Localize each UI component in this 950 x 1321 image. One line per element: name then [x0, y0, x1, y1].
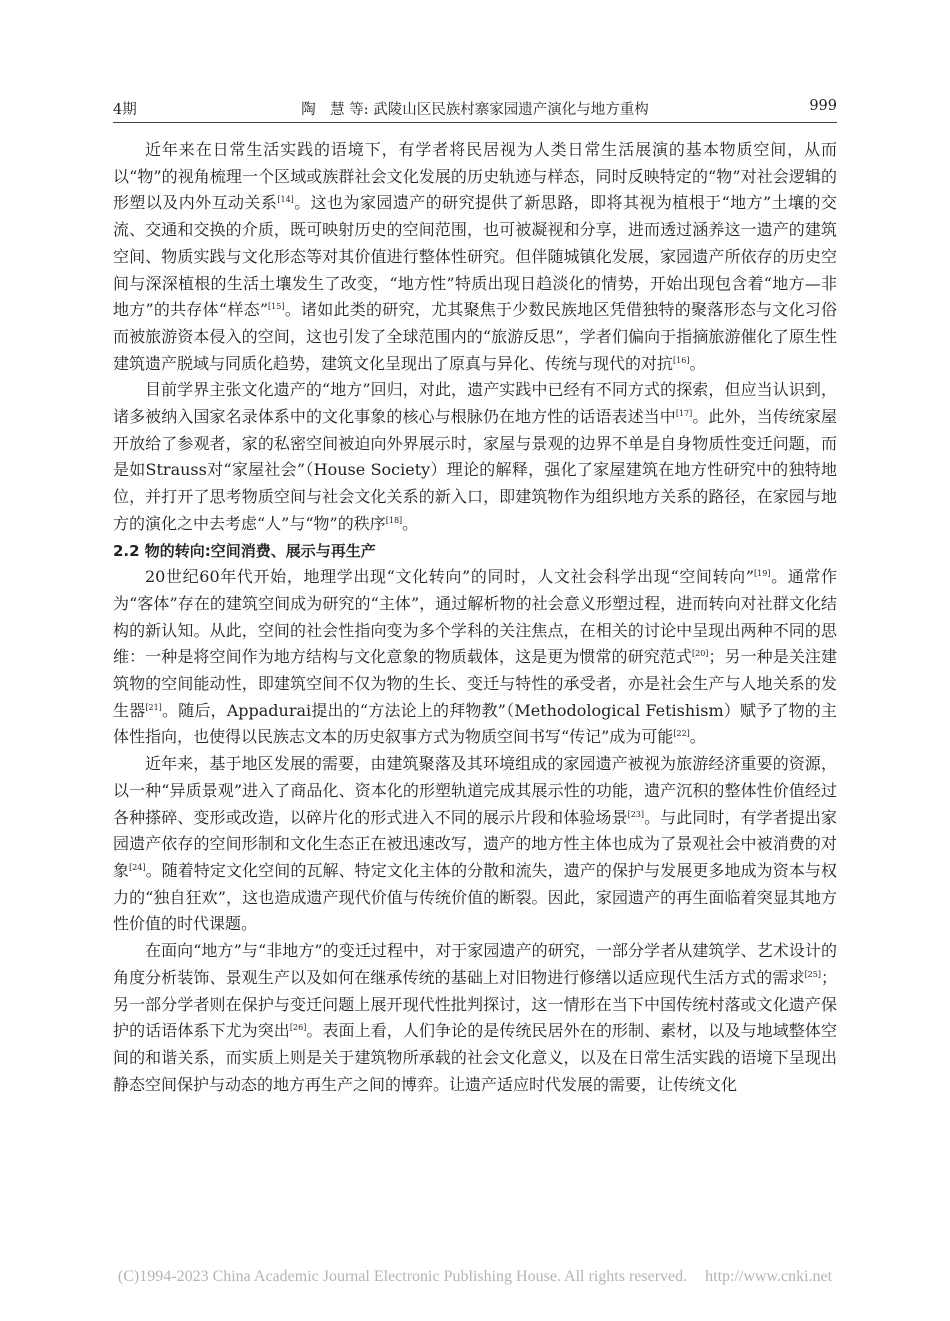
section-heading: 2.2 物的转向:空间消费、展示与再生产: [113, 541, 376, 560]
paragraph: [113, 377, 837, 537]
issue-number: 4期: [113, 102, 137, 118]
paragraph-text: 。: [402, 513, 419, 533]
citation-ref[interactable]: [15]: [268, 302, 285, 312]
header-rule: [113, 122, 837, 123]
citation-ref[interactable]: [17]: [675, 409, 693, 419]
footer-url[interactable]: http://www.cnki.net: [705, 1268, 833, 1285]
copyright-text: (C)1994-2023 China Academic Journal Electronic Publishing House. All rights reserved.: [117, 1268, 688, 1285]
citation-ref[interactable]: [22]: [673, 729, 690, 739]
paragraph-text: 。随后，Appadurai提出的“方法论上的拜物教”（Methodological Fetishism）赋予了物的主体性指向，也使得以民族志文本的历史叙事方式为物质空间书写“传记”成为可能: [113, 700, 837, 747]
citation-ref[interactable]: [23]: [627, 809, 645, 819]
paragraph: [113, 564, 837, 751]
citation-ref[interactable]: [14]: [277, 195, 294, 205]
citation-ref[interactable]: [16]: [673, 355, 690, 365]
citation-ref[interactable]: [21]: [145, 702, 162, 712]
paragraph-text: ；另一部分学者则在保护与变迁问题上展开现代性批判探讨，这一情形在当下中国传统村落或文化遗产保护的话语体系下尤为突出: [113, 967, 837, 1041]
paragraph-text: 目前学界主张文化遗产的“地方”回归，对此，遗产实践中已经有不同方式的探索，但应当认识到，诸多被纳入国家名录体系中的文化事象的核心与根脉仍在地方性的话语表述当中: [113, 380, 837, 427]
article-body: [113, 137, 837, 1098]
paragraph-text: 。与此同时，有学者提出家园遗产依存的空间形制和文化生态正在被迅速改写，遗产的地方性主体也成为了景观社会中被消费的对象: [113, 807, 837, 880]
paragraph-text: 。此外，当传统家屋开放给了参观者，家的私密空间被迫向外界展示时，家屋与景观的边界不单是自身物质性变迁问题，而是如Strauss对“家屋社会”（House Society）理论的解释，强化了家屋建筑在地方性研究中的独特地位，并打开了思考物质空间与社会文化关系的新入口，即建筑物作为组织地方关系的路径，在家园与地方的演化之中去考虑“人”与“物”的秩序: [113, 407, 837, 533]
paragraph-text: 。: [689, 727, 706, 747]
citation-ref[interactable]: [25]: [804, 969, 821, 979]
paragraph-text: 20世纪60年代开始，地理学出现“文化转向”的同时，人文社会科学出现“空间转向”: [145, 567, 755, 587]
citation-ref[interactable]: [19]: [754, 569, 771, 579]
running-title: 陶 慧 等: 武陵山区民族村寨家园遗产演化与地方重构: [301, 102, 649, 118]
citation-ref[interactable]: [26]: [289, 1023, 307, 1033]
paragraph: [113, 751, 837, 938]
page-number: 999: [809, 98, 837, 114]
running-header: [113, 98, 837, 122]
citation-ref[interactable]: [20]: [691, 649, 709, 659]
citation-ref[interactable]: [18]: [385, 515, 403, 525]
paragraph-text: 。这也为家园遗产的研究提供了新思路，即将其视为植根于“地方”土壤的交流、交通和交换的介质，既可映射历史的空间范围，也可被凝视和分享，进而透过涵养这一遗产的建筑空间、物质实践与文化形态等对其价值进行整体性研究。但伴随城镇化发展，家园遗产所依存的历史空间与深深植根的生活土壤发生了改变，“地方性”特质出现日趋淡化的情势，开始出现包含着“地方—非地方”的共存体“样态”: [113, 193, 837, 320]
paragraph-text: 。通常作为“客体”存在的建筑空间成为研究的“主体”，通过解析物的社会意义形塑过程，进而转向对社群文化结构的新认知。从此，空间的社会性指向变为多个学科的关注焦点，在相关的讨论中呈现出两种不同的思维：一种是将空间作为地方结构与文化意象的物质载体，这是更为惯常的研究范式: [113, 567, 837, 667]
paragraph-text: 近年来在日常生活实践的语境下，有学者将民居视为人类日常生活展演的基本物质空间，从而以“物”的视角梳理一个区域或族群社会文化发展的历史轨迹与样态，同时反映特定的“物”对社会逻辑的形塑以及内外互动关系: [113, 140, 837, 213]
paragraph-text: 在面向“地方”与“非地方”的变迁过程中，对于家园遗产的研究，一部分学者从建筑学、艺术设计的角度分析装饰、景观生产以及如何在继承传统的基础上对旧物进行修缮以适应现代生活方式的需求: [113, 941, 837, 987]
paragraph-text: 。诸如此类的研究，尤其聚焦于少数民族地区凭借独特的聚落形态与文化习俗而被旅游资本侵入的空间，这也引发了全球范围内的“旅游反思”，学者们偏向于指摘旅游催化了原生性建筑遗产脱域与同质化趋势，建筑文化呈现出了原真与异化、传统与现代的对抗: [113, 300, 837, 373]
citation-ref[interactable]: [24]: [129, 862, 146, 872]
copyright-footer: [0, 1268, 950, 1286]
paragraph: [113, 938, 837, 1098]
paragraph-text: 。: [689, 353, 706, 373]
paragraph-text: 近年来，基于地区发展的需要，由建筑聚落及其环境组成的家园遗产被视为旅游经济重要的资源，以一种“异质景观”进入了商品化、资本化的形塑轨道完成其展示性的功能，遗产沉积的整体性价值经过各种搽碎、变形或改造，以碎片化的形式进入不同的展示片段和体验场景: [113, 754, 837, 827]
paragraph-text: 。随着特定文化空间的瓦解、特定文化主体的分散和流失，遗产的保护与发展更多地成为资本与权力的“独自狂欢”，这也造成遗产现代价值与传统价值的断裂。因此，家园遗产的再生面临着突显其地方性价值的时代课题。: [113, 860, 837, 934]
paragraph-text: ；另一种是关注建筑物的空间能动性，即建筑空间不仅为物的生长、变迁与特性的承受者，亦是社会生产与人地关系的发生器: [113, 647, 837, 720]
paragraph-text: 。表面上看，人们争论的是传统民居外在的形制、素材，以及与地域整体空间的和谐关系，而实质上则是关于建筑物所承载的社会文化意义，以及在日常生活实践的语境下呈现出静态空间保护与动态的地方再生产之间的博弈。让遗产适应时代发展的需要，让传统文化: [113, 1021, 837, 1094]
paragraph: [113, 137, 837, 377]
